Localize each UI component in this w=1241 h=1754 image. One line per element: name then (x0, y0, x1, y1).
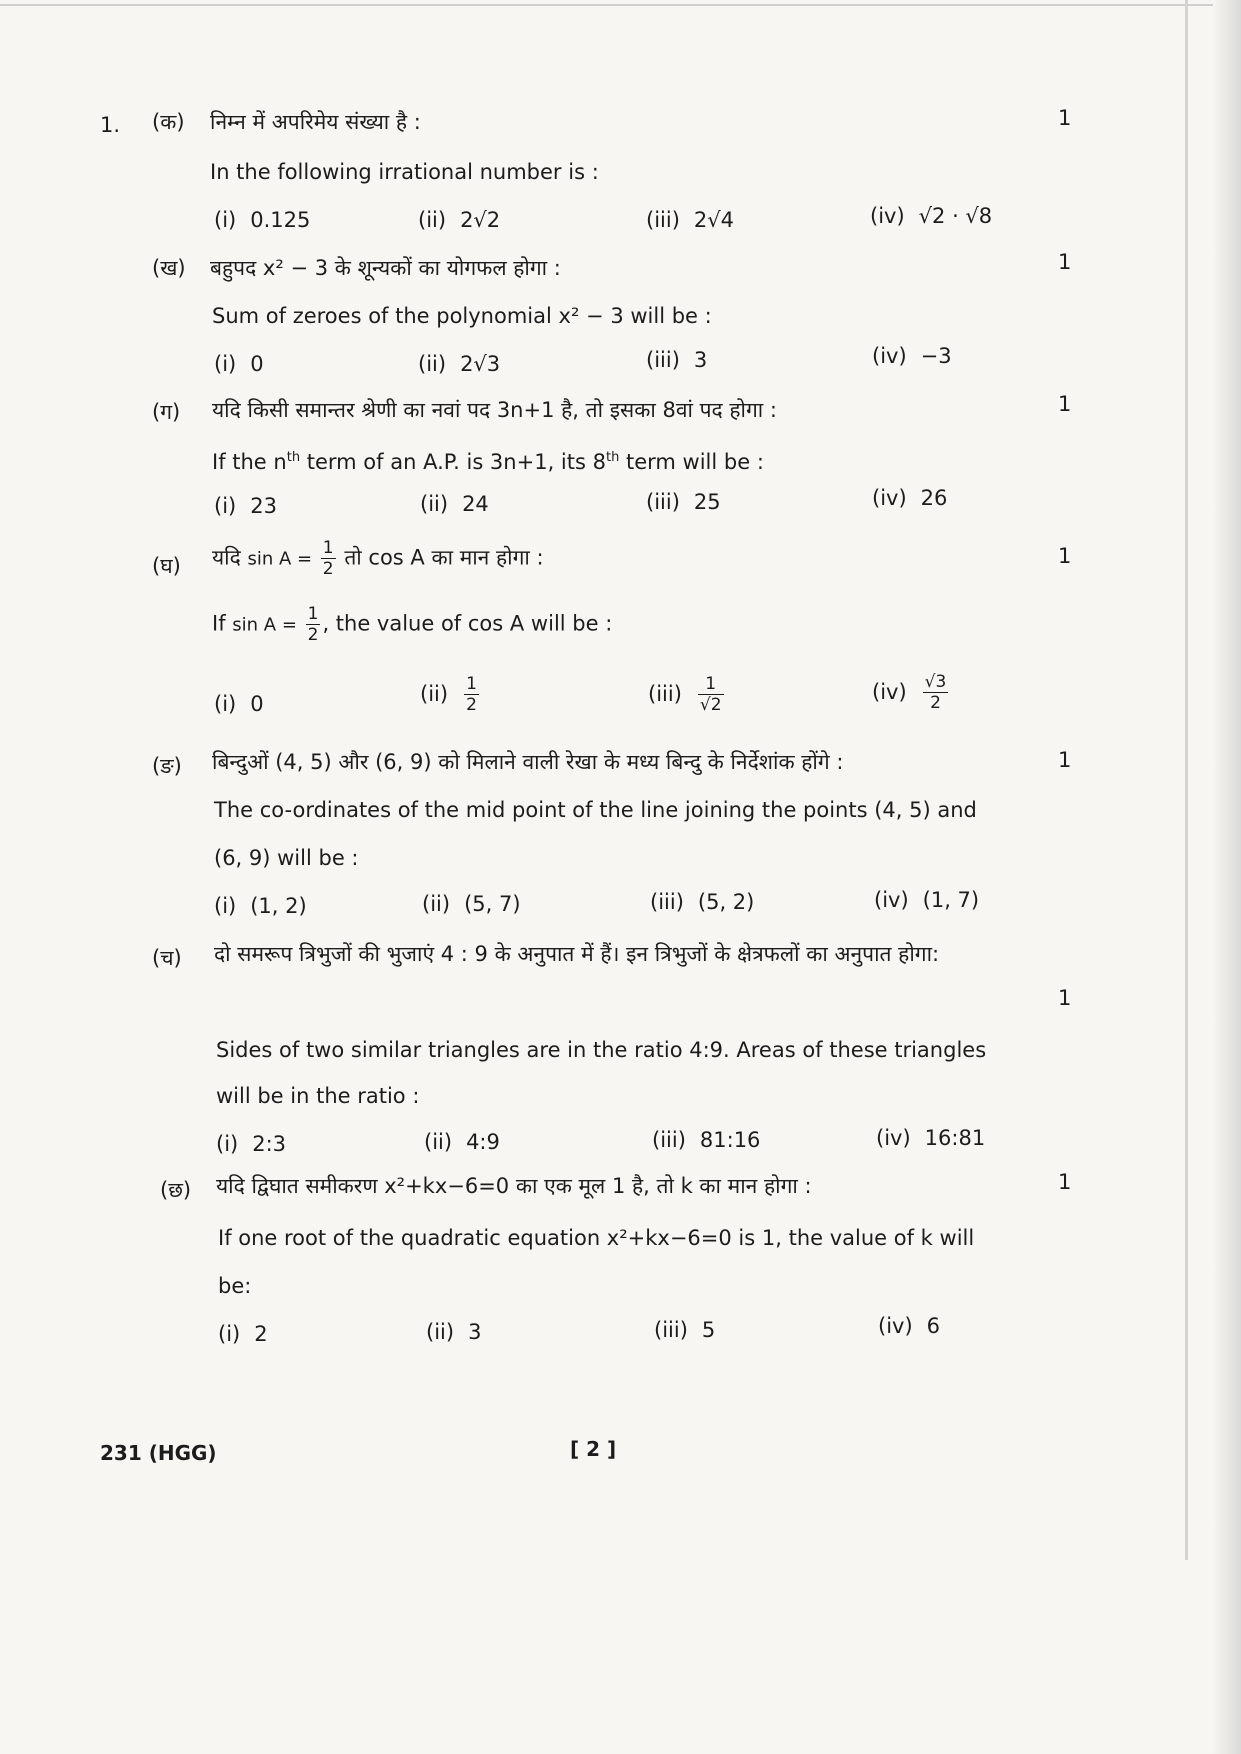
item-kha-option-2: (ii) 2√3 (418, 352, 501, 376)
top-edge-line (0, 4, 1241, 6)
item-cha-english-line2: will be in the ratio : (216, 1084, 420, 1108)
item-chha-option-1: (i) 2 (218, 1322, 268, 1346)
item-kha-hindi: बहुपद x² − 3 के शून्यकों का योगफल होगा : (210, 256, 561, 280)
item-cha-marks: 1 (1058, 986, 1072, 1010)
item-kha-option-3: (iii) 3 (646, 348, 708, 372)
item-cha-option-3: (iii) 81:16 (652, 1128, 761, 1152)
item-kha-english: Sum of zeroes of the polynomial x² − 3 will be : (212, 304, 712, 328)
item-chha-option-4: (iv) 6 (878, 1314, 941, 1338)
item-label-nga: (ङ) (152, 754, 182, 778)
item-kha-option-4: (iv) −3 (872, 344, 952, 368)
item-ga-marks: 1 (1058, 392, 1072, 416)
item-gha-option-1: (i) 0 (214, 692, 264, 716)
item-cha-english-line1: Sides of two similar triangles are in the ratio 4:9. Areas of these triangles (216, 1038, 987, 1062)
page-fold-line (1185, 0, 1188, 1560)
item-ga-hindi: यदि किसी समान्तर श्रेणी का नवां पद 3n+1 है, तो इसका 8वां पद होगा : (212, 398, 777, 422)
item-chha-english-line1: If one root of the quadratic equation x²+kx−6=0 is 1, the value of k will (218, 1226, 975, 1250)
item-ka-hindi: निम्न में अपरिमेय संख्या है : (210, 110, 421, 134)
item-ga-english: If the $n^{th}$ term of an A.P. is 3n+1, its 8th term will be : (212, 450, 764, 474)
item-label-ga: (ग) (152, 400, 181, 424)
item-ga-option-3: (iii) 25 (646, 490, 721, 514)
item-ka-option-1: (i) 0.125 (214, 208, 311, 232)
item-ka-option-2: (ii) 2√2 (418, 208, 501, 232)
item-nga-marks: 1 (1058, 748, 1072, 772)
question-number: 1. (100, 113, 121, 137)
item-gha-fraction: $\frac{1}{2}$ (322, 538, 334, 579)
item-gha-english-fraction: $\frac{1}{2}$ (307, 604, 319, 645)
page-number: [ 2 ] (570, 1437, 617, 1461)
item-label-cha: (च) (152, 946, 182, 970)
item-ga-option-4: (iv) 26 (872, 486, 948, 510)
item-gha-hindi: यदि sin A = $\frac{1}{2}$ तो cos A का मान होगा : (212, 538, 544, 579)
item-label-chha: (छ) (160, 1178, 192, 1202)
item-ka-english: In the following irrational number is : (210, 160, 599, 184)
item-gha-option-4: (iv) $\frac{√3}{2}$ (872, 672, 947, 713)
item-cha-option-1: (i) 2:3 (216, 1132, 287, 1156)
item-ka-option-4: (iv) √2 · √8 (870, 204, 993, 228)
item-chha-marks: 1 (1058, 1170, 1072, 1194)
item-chha-option-2: (ii) 3 (426, 1320, 482, 1344)
item-kha-marks: 1 (1058, 250, 1072, 274)
item-label-gha: (घ) (152, 554, 181, 578)
item-cha-hindi: दो समरूप त्रिभुजों की भुजाएं 4 : 9 के अनुपात में हैं। इन त्रिभुजों के क्षेत्रफलों का अनुपात होगा: (214, 942, 940, 966)
item-nga-option-1: (i) (1, 2) (214, 894, 307, 918)
item-ga-option-1: (i) 23 (214, 494, 277, 518)
item-chha-hindi: यदि द्विघात समीकरण x²+kx−6=0 का एक मूल 1 है, तो k का मान होगा : (216, 1174, 812, 1198)
item-nga-option-4: (iv) (1, 7) (874, 888, 980, 912)
item-label-ka: (क) (152, 110, 185, 134)
item-gha-english: If sin A = $\frac{1}{2}$ , the value of cos A will be : (212, 604, 613, 645)
page-edge-shadow (1213, 0, 1241, 1754)
item-ga-option-2: (ii) 24 (420, 492, 489, 516)
item-chha-english-line2: be: (218, 1274, 252, 1298)
item-nga-hindi: बिन्दुओं (4, 5) और (6, 9) को मिलाने वाली रेखा के मध्य बिन्दु के निर्देशांक होंगे : (212, 750, 844, 774)
item-ka-marks: 1 (1058, 106, 1072, 130)
item-nga-option-2: (ii) (5, 7) (422, 892, 521, 916)
item-ka-option-3: (iii) 2√4 (646, 208, 734, 232)
item-nga-english-line1: The co-ordinates of the mid point of the line joining the points (4, 5) and (214, 798, 977, 822)
paper-code: 231 (HGG) (100, 1441, 217, 1465)
item-gha-option-3: (iii) $\frac{1}{√2}$ (648, 674, 722, 715)
item-nga-english-line2: (6, 9) will be : (214, 846, 359, 870)
item-cha-option-2: (ii) 4:9 (424, 1130, 500, 1154)
item-gha-option-2: (ii) $\frac{1}{2}$ (420, 674, 477, 715)
item-chha-option-3: (iii) 5 (654, 1318, 716, 1342)
item-cha-option-4: (iv) 16:81 (876, 1126, 986, 1150)
item-gha-marks: 1 (1058, 544, 1072, 568)
item-nga-option-3: (iii) (5, 2) (650, 890, 755, 914)
item-label-kha: (ख) (152, 256, 186, 280)
item-kha-option-1: (i) 0 (214, 352, 264, 376)
